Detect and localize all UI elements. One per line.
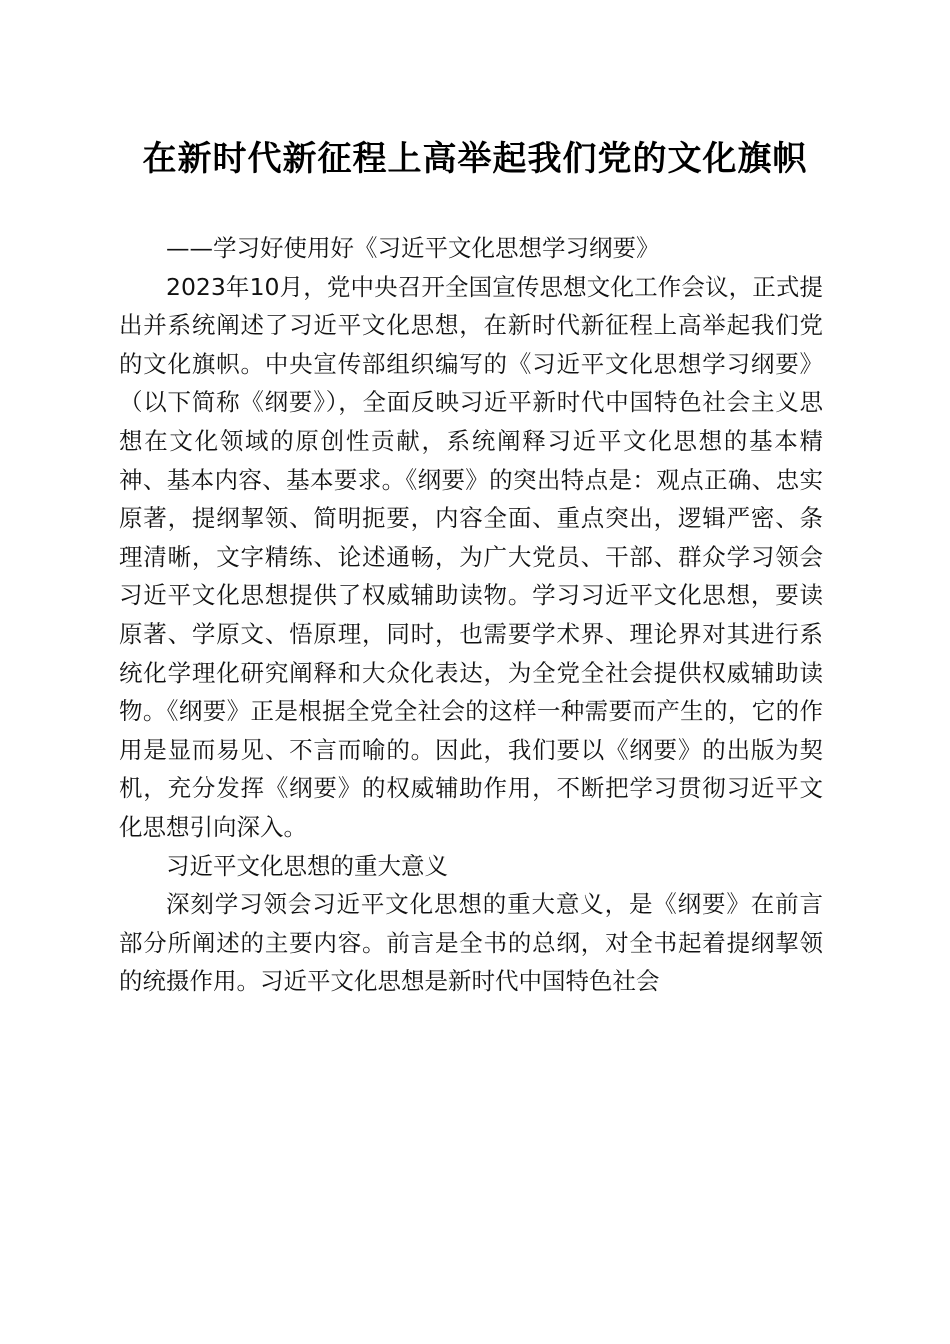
subtitle-paragraph: ——学习好使用好《习近平文化思想学习纲要》 [166, 234, 660, 262]
section-heading: 习近平文化思想的重大意义 [166, 851, 448, 880]
document-title: 在新时代新征程上高举起我们党的文化旗帜 [142, 139, 808, 179]
section-paragraph: 深刻学习领会习近平文化思想的重大意义，是《纲要》在前言部分所阐述的主要内容。前言是全书的总纲，对全书起着提纲挈领的统摄作用。习近平文化思想是新时代中国特色社会 [119, 890, 823, 996]
document-body [119, 229, 823, 1001]
intro-paragraph: 2023年10月，党中央召开全国宣传思想文化工作会议，正式提出并系统阐述了习近平文化思想，在新时代新征程上高举起我们党的文化旗帜。中央宣传部组织编写的《习近平文化思想学习纲要》（以下简称《纲要》），全面反映习近平新时代中国特色社会主义思想在文化领域的原创性贡献，系统阐释习近平文化思想的基本精神、基本内容、基本要求。《纲要》的突出特点是：观点正确、忠实原著，提纲挈领、简明扼要，内容全面、重点突出，逻辑严密、条理清晰，文字精练、论述通畅，为广大党员、干部、群众学习领会习近平文化思想提供了权威辅助读物。学习习近平文化思想，要读原著、学原文、悟原理，同时，也需要学术界、理论界对其进行系统化学理化研究阐释和大众化表达，为全党全社会提供权威辅助读物。《纲要》正是根据全党全社会的这样一种需要而产生的，它的作用是显而易见、不言而喻的。因此，我们要以《纲要》的出版为契机，充分发挥《纲要》的权威辅助作用，不断把学习贯彻习近平文化思想引向深入。 [119, 272, 823, 841]
